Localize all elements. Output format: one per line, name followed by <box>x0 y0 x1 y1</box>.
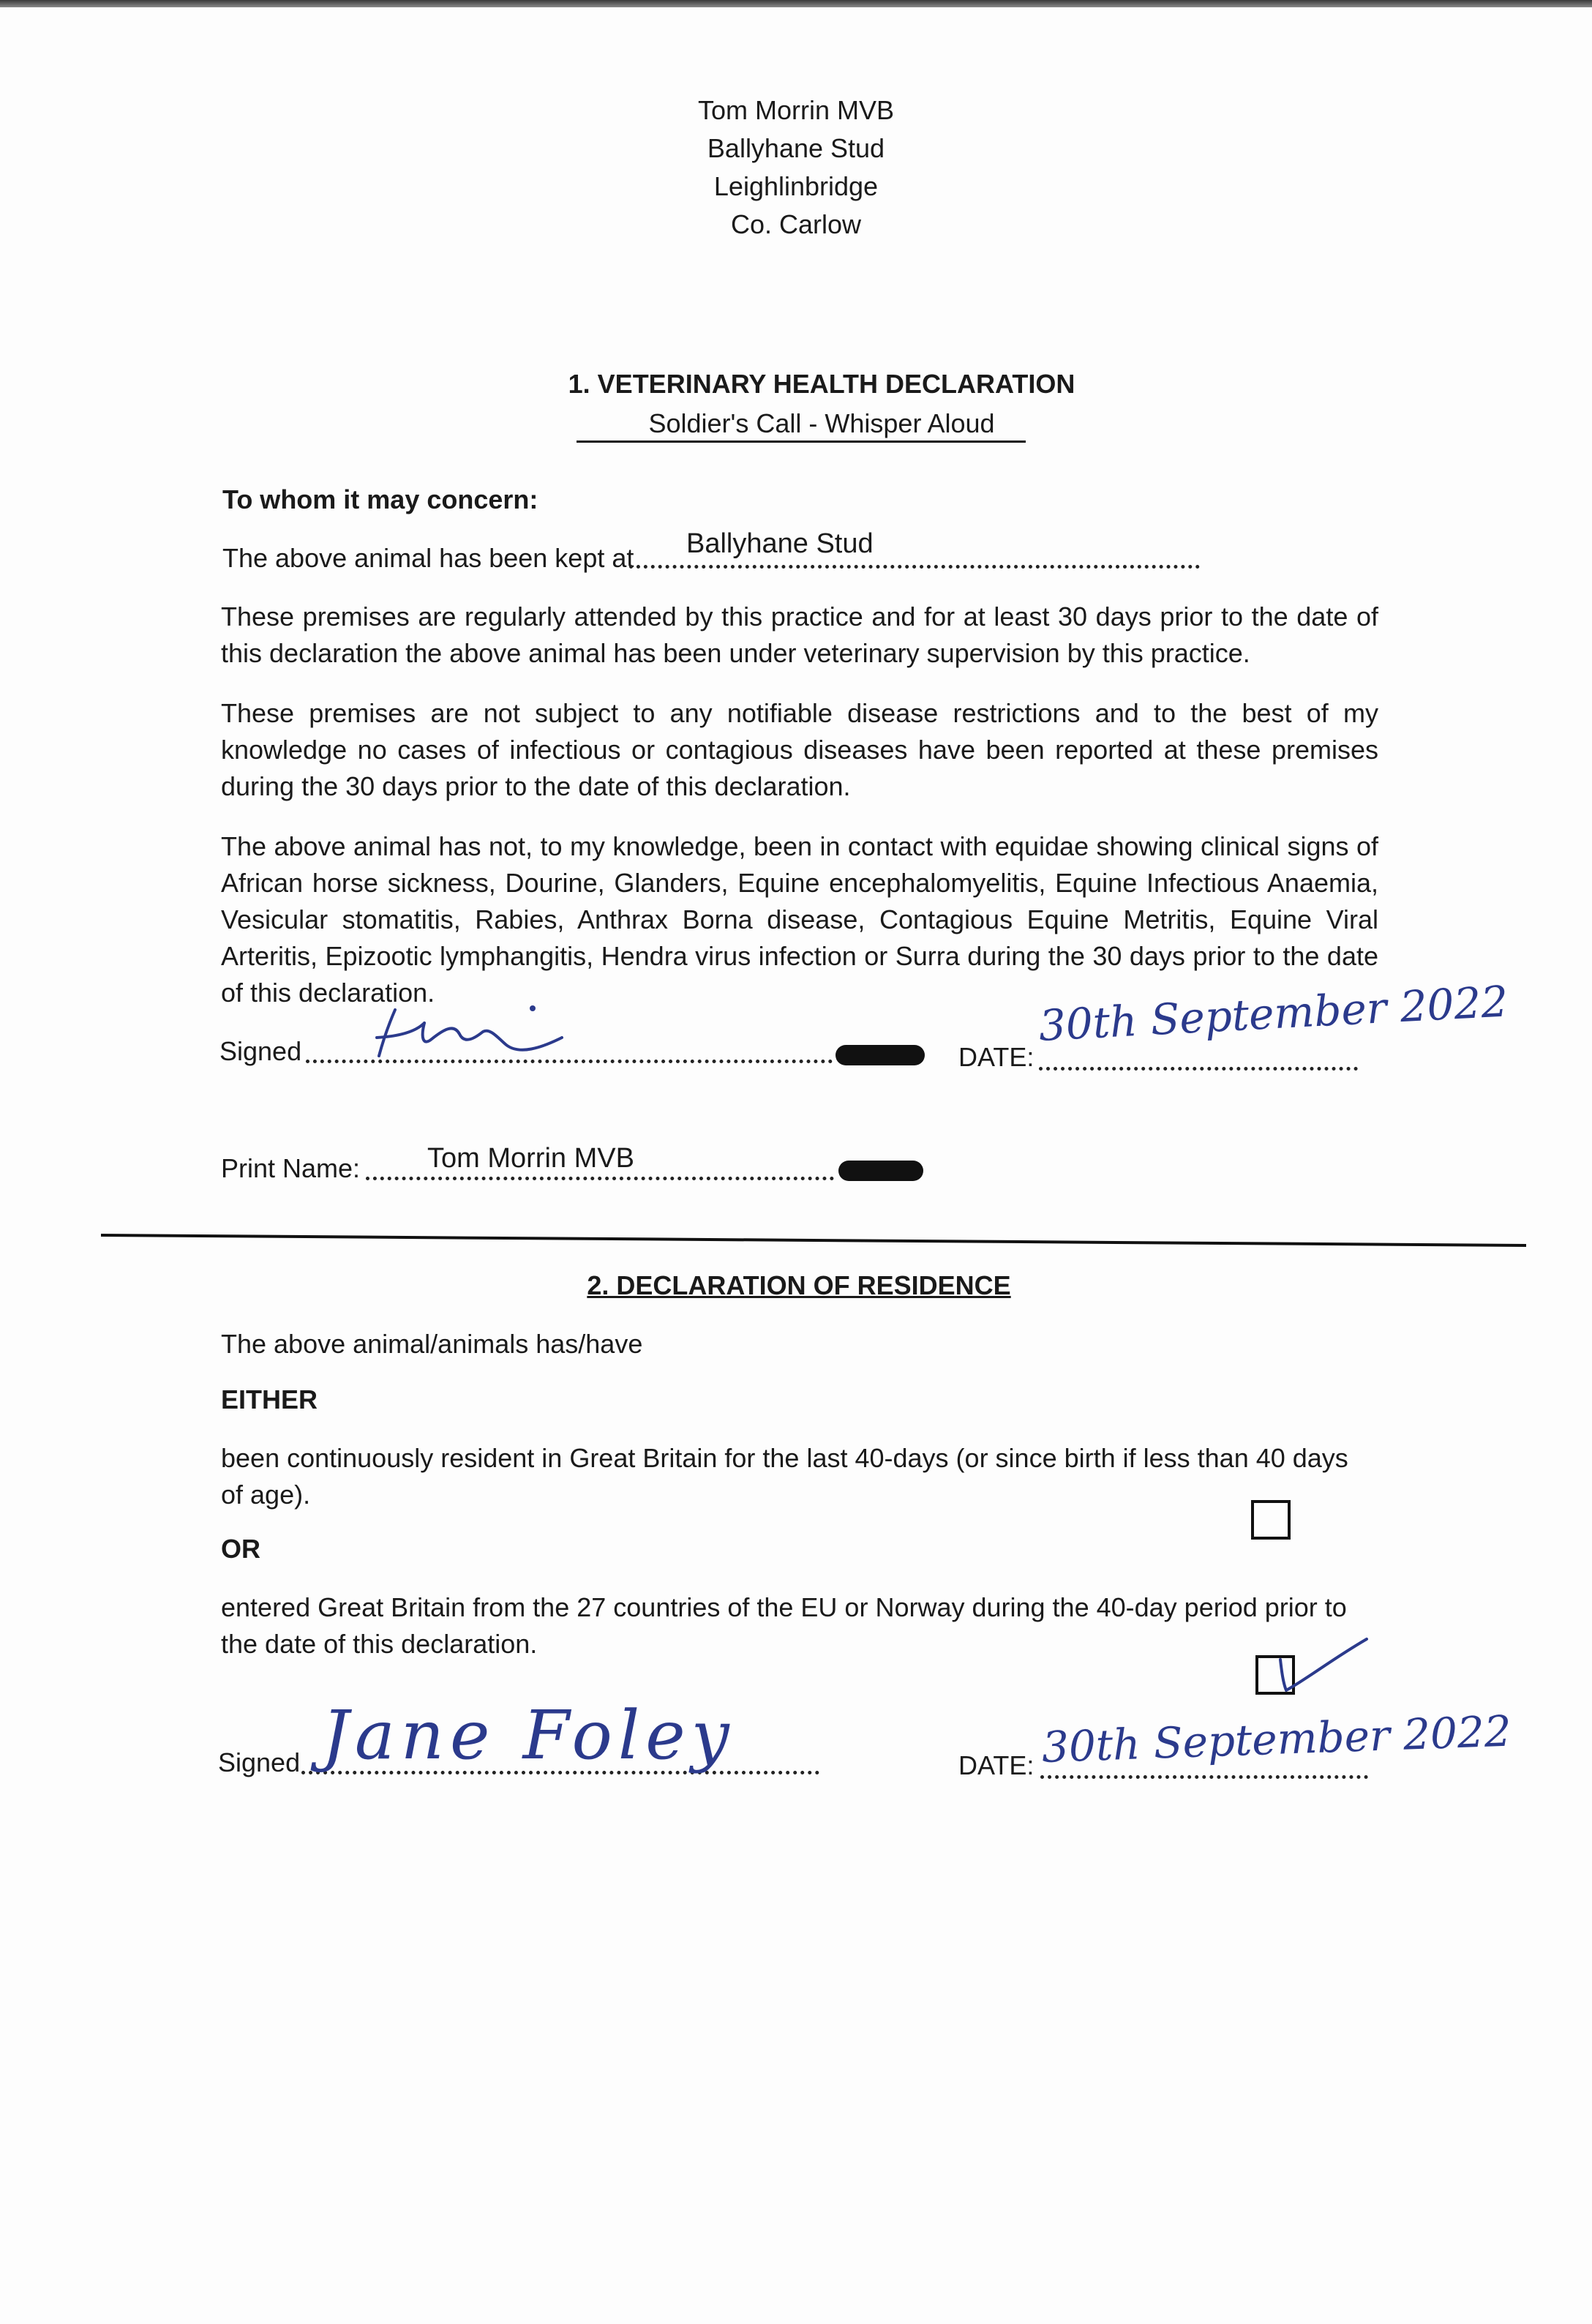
salutation: To whom it may concern: <box>222 484 538 514</box>
kept-at-label: The above animal has been kept at <box>222 543 634 573</box>
letterhead-county: Co. Carlow <box>730 209 862 239</box>
print-name-label: Print Name: <box>221 1153 361 1183</box>
owner-signed-label: Signed <box>218 1747 301 1777</box>
either-label: EITHER <box>221 1384 318 1414</box>
option1-text: been continuously resident in Great Britain for the last 40-days (or since birth if less than 40 days of age). <box>221 1443 1348 1510</box>
option1-checkbox[interactable] <box>1251 1500 1291 1540</box>
scan-edge <box>0 0 1592 7</box>
paragraph-restrictions: These premises are not subject to any notifiable disease restrictions and to the best of my knowledge no cases of infectious or contagious diseases have been reported at these premises during the 30 days prior to the date of this declaration. <box>221 698 1378 801</box>
print-name-line <box>366 1177 834 1180</box>
section2-heading: 2. DECLARATION OF RESIDENCE <box>587 1270 1011 1300</box>
vet-date-label: DATE: <box>958 1042 1035 1072</box>
vet-date-value: 30th September 2022 <box>1037 976 1509 1051</box>
option2-text: entered Great Britain from the 27 countries of the EU or Norway during the 40-day period prior to the date of this declaration. <box>221 1592 1347 1659</box>
letterhead-town: Leighlinbridge <box>713 171 879 201</box>
or-label: OR <box>221 1534 260 1564</box>
owner-date-value: 30th September 2022 <box>1040 1706 1512 1772</box>
kept-at-value: Ballyhane Stud <box>686 528 874 559</box>
section1-heading: 1. VETERINARY HEALTH DECLARATION <box>568 369 1075 399</box>
paragraph-contact: The above animal has not, to my knowledge, been in contact with equidae showing clinical signs of African horse sickness, Dourine, Glanders, Equine encephalomyelitis, Equine Infectious Anaemia, Vesicular stomatitis, Rabies, Anthrax Borna disease, Contagious Equine Metritis, Equine Viral Arteritis, Epizootic lymphangitis, Hendra virus infection or Surra during the 30 days prior to the date of this declaration. <box>221 831 1378 1008</box>
section1-subheading: Soldier's Call - Whisper Aloud <box>648 408 995 438</box>
owner-date-label: DATE: <box>958 1750 1035 1780</box>
kept-at-line <box>629 565 1200 569</box>
owner-signature: Jane Foley <box>322 1696 735 1774</box>
redaction-mark <box>836 1045 925 1065</box>
owner-date-line <box>1040 1775 1368 1779</box>
letterhead-stud: Ballyhane Stud <box>707 133 885 163</box>
letterhead-name: Tom Morrin MVB <box>697 95 895 125</box>
residence-intro: The above animal/animals has/have <box>221 1329 643 1359</box>
section-divider <box>0 1231 1592 1248</box>
print-name-value: Tom Morrin MVB <box>427 1143 634 1174</box>
subheading-underline <box>577 441 1026 443</box>
vet-signed-label: Signed <box>219 1036 302 1066</box>
vet-date-line <box>1039 1067 1358 1071</box>
redaction-mark-2 <box>838 1161 923 1181</box>
vet-signature-image <box>373 994 571 1067</box>
option2-tick <box>1258 1630 1375 1703</box>
paragraph-supervision: These premises are regularly attended by this practice and for at least 30 days prior to the date of this declaration the above animal has been under veterinary supervision by this practice. <box>221 601 1378 668</box>
